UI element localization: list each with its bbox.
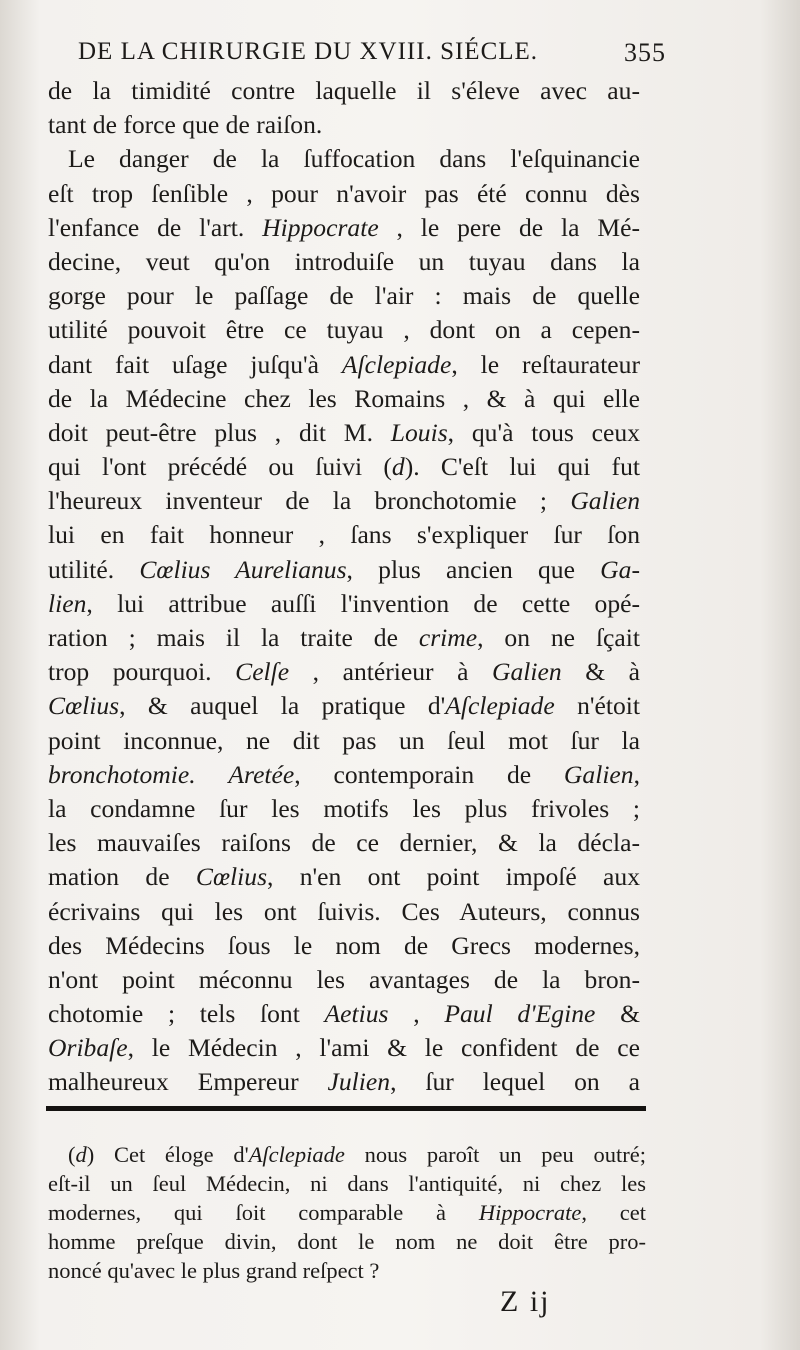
text-line xyxy=(48,997,640,1031)
text-line xyxy=(48,689,640,723)
text-line xyxy=(48,348,640,382)
body-text xyxy=(48,74,640,1100)
text-run: tant de force que de raiſon. xyxy=(48,110,323,140)
text-run: , le pere de la Mé- xyxy=(378,212,640,242)
text-run: malheureux Empereur xyxy=(48,1067,328,1097)
text-run: eſt trop ſenſible , pour n'avoir pas été connu dès xyxy=(48,178,640,208)
text-line xyxy=(48,142,640,176)
text-run: écrivains qui les ont ſuivis. Ces Auteurs, connus xyxy=(48,896,640,926)
italic-text: Ga- xyxy=(600,554,640,584)
italic-text: Aſclepiade xyxy=(341,349,452,379)
italic-text: Cœlius xyxy=(48,691,120,721)
italic-text: d xyxy=(75,1142,87,1167)
text-line xyxy=(48,587,640,621)
italic-text: Galien xyxy=(491,657,562,687)
italic-text: Celſe xyxy=(235,657,290,687)
text-run: nous paroît un peu outré; xyxy=(344,1142,646,1167)
text-run: utilité. xyxy=(48,554,140,584)
text-run xyxy=(196,760,229,789)
text-run: l'enfance de l'art. xyxy=(48,212,263,242)
text-run: ) Cet éloge d' xyxy=(86,1142,249,1167)
text-line xyxy=(48,177,640,211)
text-line xyxy=(48,74,640,108)
text-run: la condamne ſur les motifs les plus frivoles ; xyxy=(48,793,640,823)
text-run: l'heureux inventeur de la bronchotomie ; xyxy=(48,486,571,516)
text-line xyxy=(48,450,640,484)
italic-text: Julien xyxy=(327,1067,391,1097)
footnote-line xyxy=(48,1140,646,1169)
italic-text: bronchotomie. xyxy=(48,759,196,789)
text-line xyxy=(48,382,640,416)
text-run: , on ne ſçait xyxy=(477,623,640,652)
text-run: eſt-il un ſeul Médecin, ni dans l'antiquité, ni chez les xyxy=(48,1171,646,1196)
text-run: , cet xyxy=(581,1200,646,1225)
italic-text: Louis xyxy=(390,417,448,447)
text-run: , contemporain de xyxy=(294,759,564,789)
text-line xyxy=(48,758,640,792)
text-line xyxy=(48,553,640,587)
footnote-line xyxy=(48,1198,646,1227)
text-run: & à xyxy=(561,657,640,687)
page-header xyxy=(78,38,666,67)
text-run: , & auquel la pratique d' xyxy=(119,691,446,721)
text-run: ). C'eſt lui qui fut xyxy=(404,452,640,482)
text-run: noncé qu'avec le plus grand reſpect ? xyxy=(48,1258,380,1283)
italic-text: Aretée xyxy=(228,759,295,789)
text-run: n'étoit xyxy=(554,691,640,721)
text-run: n'ont point méconnu les avantages de la bron- xyxy=(48,964,640,994)
text-run: & xyxy=(595,999,640,1029)
running-title: DE LA CHIRURGIE DU XVIII. SIÉCLE. xyxy=(78,38,539,65)
text-run: point inconnue, ne dit pas un ſeul mot ſur la xyxy=(48,725,640,755)
italic-text: Aetius xyxy=(324,999,389,1029)
italic-text: Hippocrate xyxy=(478,1200,582,1225)
text-line xyxy=(48,655,640,689)
text-run: Le danger de la ſuffocation dans l'eſquinancie xyxy=(68,144,640,174)
text-run: , lui attribue auſſi l'invention de cette opé- xyxy=(86,588,640,618)
italic-text: d xyxy=(391,452,405,482)
text-run: dant fait uſage juſqu'à xyxy=(48,349,342,379)
text-run: , n'en ont point impoſé aux xyxy=(267,862,640,892)
text-line xyxy=(48,211,640,245)
text-run: , antérieur à xyxy=(289,657,492,687)
italic-text: lien xyxy=(48,588,87,618)
italic-text: Cœlius Aurelianus xyxy=(139,554,347,584)
text-run: qui l'ont précédé ou ſuivi ( xyxy=(48,452,392,482)
text-line xyxy=(48,108,640,142)
text-run: modernes, qui ſoit comparable à xyxy=(48,1200,479,1225)
text-run: ( xyxy=(68,1142,76,1167)
footnote-line xyxy=(48,1169,646,1198)
italic-text: Hippocrate xyxy=(262,212,379,242)
text-line xyxy=(48,279,640,313)
text-line xyxy=(48,484,640,518)
text-run: de la timidité contre laquelle il s'éleve avec au- xyxy=(48,76,640,105)
italic-text: Aſclepiade xyxy=(445,691,555,721)
text-line xyxy=(48,416,640,450)
text-line xyxy=(48,860,640,894)
footnote-rule xyxy=(46,1106,646,1111)
text-run: homme preſque divin, dont le nom ne doit être pro- xyxy=(48,1229,646,1254)
footnote-line xyxy=(48,1256,646,1285)
text-run: chotomie ; tels ſont xyxy=(48,999,325,1029)
signature-mark: Z ij xyxy=(500,1285,551,1318)
footnote xyxy=(48,1140,646,1285)
text-run: mation de xyxy=(48,862,196,892)
text-run: , plus ancien que xyxy=(346,554,601,584)
italic-text: Galien xyxy=(563,759,634,789)
text-line xyxy=(48,1065,640,1099)
page-number: 355 xyxy=(624,38,666,67)
text-run: , qu'à tous ceux xyxy=(447,417,640,447)
text-line xyxy=(48,313,640,347)
text-line xyxy=(48,929,640,963)
text-run: decine, veut qu'on introduiſe un tuyau dans la xyxy=(48,246,640,276)
text-line xyxy=(48,826,640,860)
italic-text: crime xyxy=(418,623,478,652)
italic-text: Cœlius xyxy=(195,862,268,892)
text-run: des Médecins ſous le nom de Grecs modernes, xyxy=(48,930,640,960)
text-run: gorge pour le paſſage de l'air : mais de quelle xyxy=(48,281,640,311)
text-run: , le reſtaurateur xyxy=(451,349,640,379)
text-line xyxy=(48,518,640,552)
text-line xyxy=(48,792,640,826)
italic-text: Paul d'Egine xyxy=(444,999,596,1029)
text-line xyxy=(48,895,640,929)
text-line xyxy=(48,963,640,997)
text-line xyxy=(48,724,640,758)
italic-text: Galien xyxy=(570,486,640,516)
text-run: lui en fait honneur , ſans s'expliquer ſur ſon xyxy=(48,520,640,550)
text-run: trop pourquoi. xyxy=(48,657,236,687)
text-line xyxy=(48,1031,640,1065)
text-line xyxy=(48,621,640,655)
text-run: , ſur lequel on a xyxy=(390,1067,640,1097)
text-run: de la Médecine chez les Romains , & à qui elle xyxy=(48,383,640,413)
text-run: utilité pouvoit être ce tuyau , dont on a cepen- xyxy=(48,315,640,345)
text-run: les mauvaiſes raiſons de ce dernier, & la décla- xyxy=(48,828,640,858)
italic-text: Aſclepiade xyxy=(248,1142,345,1167)
text-run: ration ; mais il la traite de xyxy=(48,623,419,652)
text-line xyxy=(48,245,640,279)
footnote-line xyxy=(48,1227,646,1256)
text-run: doit peut-être plus , dit M. xyxy=(48,417,391,447)
text-run: , le Médecin , l'ami & le confident de ce xyxy=(127,1033,640,1063)
italic-text: Oribaſe xyxy=(48,1033,128,1063)
text-run: , xyxy=(633,759,640,789)
text-run: , xyxy=(388,999,445,1029)
